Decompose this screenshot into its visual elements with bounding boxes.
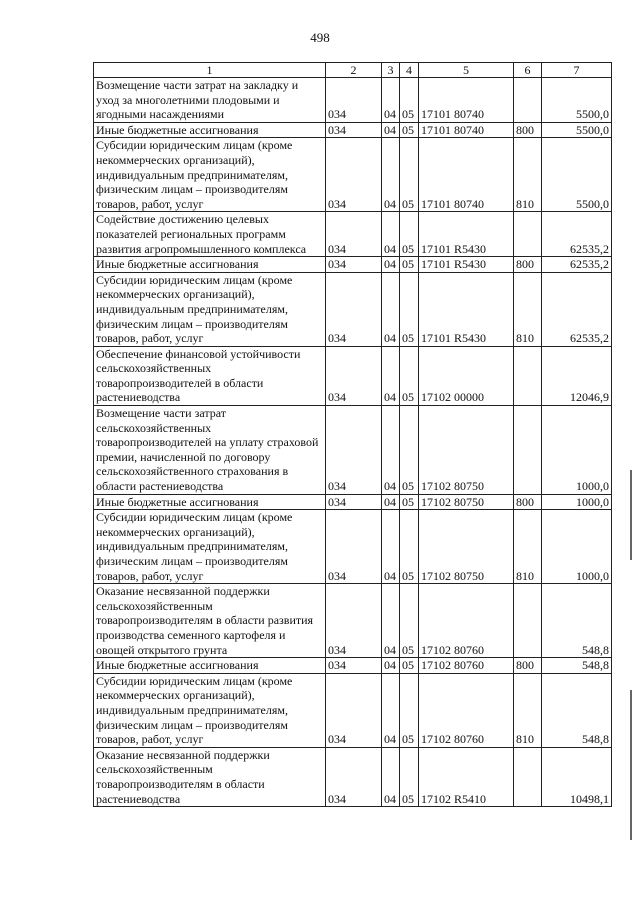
target-article-cell: 17101 R5430 [419, 272, 514, 346]
header-cell: 5 [419, 63, 514, 78]
amount-cell: 548,8 [542, 673, 612, 747]
subsection-code-cell: 05 [400, 494, 419, 510]
item-name-cell: Возмещение части затрат сельскохозяйственных товаропроизводителей на уплату страховой премии, начисленной по договору сельскохозяйственного страхования в области растениеводства [94, 406, 326, 495]
target-article-cell: 17101 80740 [419, 122, 514, 138]
section-code-cell: 04 [382, 272, 400, 346]
item-name-cell: Обеспечение финансовой устойчивости сельскохозяйственных товаропроизводителей в области растениеводства [94, 346, 326, 405]
item-name-cell: Иные бюджетные ассигнования [94, 494, 326, 510]
item-name-cell: Возмещение части затрат на закладку и уход за многолетними плодовыми и ягодными насаждениями [94, 78, 326, 123]
expense-type-cell: 810 [514, 138, 542, 212]
department-code-cell: 034 [326, 494, 382, 510]
section-code-cell: 04 [382, 122, 400, 138]
expense-type-cell [514, 212, 542, 257]
table-row [94, 747, 612, 806]
item-name-cell: Субсидии юридическим лицам (кроме некоммерческих организаций), индивидуальным предпринимателям, физическим лицам – производителям товаров, работ, услуг [94, 673, 326, 747]
table-row [94, 272, 612, 346]
expense-type-cell [514, 346, 542, 405]
item-name-cell: Иные бюджетные ассигнования [94, 122, 326, 138]
department-code-cell: 034 [326, 747, 382, 806]
expense-type-cell [514, 584, 542, 658]
amount-cell: 1000,0 [542, 494, 612, 510]
table-row [94, 584, 612, 658]
section-code-cell: 04 [382, 673, 400, 747]
amount-cell: 548,8 [542, 658, 612, 674]
target-article-cell: 17102 80760 [419, 584, 514, 658]
item-name-cell: Содействие достижению целевых показателей региональных программ развития агропромышленного комплекса [94, 212, 326, 257]
amount-cell: 1000,0 [542, 406, 612, 495]
section-code-cell: 04 [382, 257, 400, 273]
expense-type-cell: 810 [514, 510, 542, 584]
subsection-code-cell: 05 [400, 272, 419, 346]
section-code-cell: 04 [382, 658, 400, 674]
amount-cell: 5500,0 [542, 78, 612, 123]
header-cell: 1 [94, 63, 326, 78]
target-article-cell: 17102 80760 [419, 658, 514, 674]
target-article-cell: 17102 00000 [419, 346, 514, 405]
target-article-cell: 17101 80740 [419, 138, 514, 212]
subsection-code-cell: 05 [400, 138, 419, 212]
item-name-cell: Субсидии юридическим лицам (кроме некоммерческих организаций), индивидуальным предпринимателям, физическим лицам – производителям товаров, работ, услуг [94, 272, 326, 346]
department-code-cell: 034 [326, 346, 382, 405]
item-name-cell: Субсидии юридическим лицам (кроме некоммерческих организаций), индивидуальным предпринимателям, физическим лицам – производителям товаров, работ, услуг [94, 138, 326, 212]
subsection-code-cell: 05 [400, 122, 419, 138]
scan-margin-mark [630, 690, 632, 840]
amount-cell: 1000,0 [542, 510, 612, 584]
target-article-cell: 17101 R5430 [419, 212, 514, 257]
expense-type-cell: 800 [514, 122, 542, 138]
expense-type-cell: 810 [514, 272, 542, 346]
table-row [94, 212, 612, 257]
budget-table [93, 62, 612, 807]
amount-cell: 5500,0 [542, 138, 612, 212]
department-code-cell: 034 [326, 122, 382, 138]
target-article-cell: 17102 80760 [419, 673, 514, 747]
department-code-cell: 034 [326, 673, 382, 747]
department-code-cell: 034 [326, 658, 382, 674]
item-name-cell: Оказание несвязанной поддержки сельскохозяйственным товаропроизводителям в области растениеводства [94, 747, 326, 806]
expense-type-cell [514, 747, 542, 806]
header-cell: 2 [326, 63, 382, 78]
table-row [94, 658, 612, 674]
department-code-cell: 034 [326, 138, 382, 212]
section-code-cell: 04 [382, 138, 400, 212]
table-row [94, 257, 612, 273]
section-code-cell: 04 [382, 78, 400, 123]
target-article-cell: 17102 R5410 [419, 747, 514, 806]
department-code-cell: 034 [326, 584, 382, 658]
department-code-cell: 034 [326, 212, 382, 257]
amount-cell: 62535,2 [542, 272, 612, 346]
subsection-code-cell: 05 [400, 510, 419, 584]
expense-type-cell: 800 [514, 257, 542, 273]
header-row [94, 63, 612, 78]
subsection-code-cell: 05 [400, 257, 419, 273]
item-name-cell: Оказание несвязанной поддержки сельскохозяйственным товаропроизводителям в области развития производства семенного картофеля и овощей открытого грунта [94, 584, 326, 658]
amount-cell: 62535,2 [542, 257, 612, 273]
amount-cell: 548,8 [542, 584, 612, 658]
table-row [94, 510, 612, 584]
table-row [94, 78, 612, 123]
header-cell: 3 [382, 63, 400, 78]
expense-type-cell: 810 [514, 673, 542, 747]
amount-cell: 62535,2 [542, 212, 612, 257]
section-code-cell: 04 [382, 494, 400, 510]
section-code-cell: 04 [382, 510, 400, 584]
section-code-cell: 04 [382, 406, 400, 495]
section-code-cell: 04 [382, 346, 400, 405]
expense-type-cell: 800 [514, 658, 542, 674]
scan-margin-mark [630, 470, 632, 560]
section-code-cell: 04 [382, 584, 400, 658]
subsection-code-cell: 05 [400, 658, 419, 674]
table-row [94, 346, 612, 405]
page-number: 498 [310, 30, 330, 45]
subsection-code-cell: 05 [400, 584, 419, 658]
header-cell: 7 [542, 63, 612, 78]
target-article-cell: 17102 80750 [419, 510, 514, 584]
subsection-code-cell: 05 [400, 747, 419, 806]
subsection-code-cell: 05 [400, 673, 419, 747]
table-row [94, 673, 612, 747]
section-code-cell: 04 [382, 212, 400, 257]
department-code-cell: 034 [326, 78, 382, 123]
subsection-code-cell: 05 [400, 406, 419, 495]
table-row [94, 122, 612, 138]
table-row [94, 494, 612, 510]
table-row [94, 138, 612, 212]
department-code-cell: 034 [326, 510, 382, 584]
subsection-code-cell: 05 [400, 346, 419, 405]
header-cell: 6 [514, 63, 542, 78]
subsection-code-cell: 05 [400, 212, 419, 257]
section-code-cell: 04 [382, 747, 400, 806]
department-code-cell: 034 [326, 406, 382, 495]
amount-cell: 10498,1 [542, 747, 612, 806]
target-article-cell: 17102 80750 [419, 494, 514, 510]
header-cell: 4 [400, 63, 419, 78]
department-code-cell: 034 [326, 257, 382, 273]
item-name-cell: Иные бюджетные ассигнования [94, 257, 326, 273]
expense-type-cell: 800 [514, 494, 542, 510]
item-name-cell: Субсидии юридическим лицам (кроме некоммерческих организаций), индивидуальным предпринимателям, физическим лицам – производителям товаров, работ, услуг [94, 510, 326, 584]
amount-cell: 12046,9 [542, 346, 612, 405]
subsection-code-cell: 05 [400, 78, 419, 123]
item-name-cell: Иные бюджетные ассигнования [94, 658, 326, 674]
table-row [94, 406, 612, 495]
target-article-cell: 17101 80740 [419, 78, 514, 123]
target-article-cell: 17102 80750 [419, 406, 514, 495]
amount-cell: 5500,0 [542, 122, 612, 138]
expense-type-cell [514, 406, 542, 495]
expense-type-cell [514, 78, 542, 123]
department-code-cell: 034 [326, 272, 382, 346]
target-article-cell: 17101 R5430 [419, 257, 514, 273]
